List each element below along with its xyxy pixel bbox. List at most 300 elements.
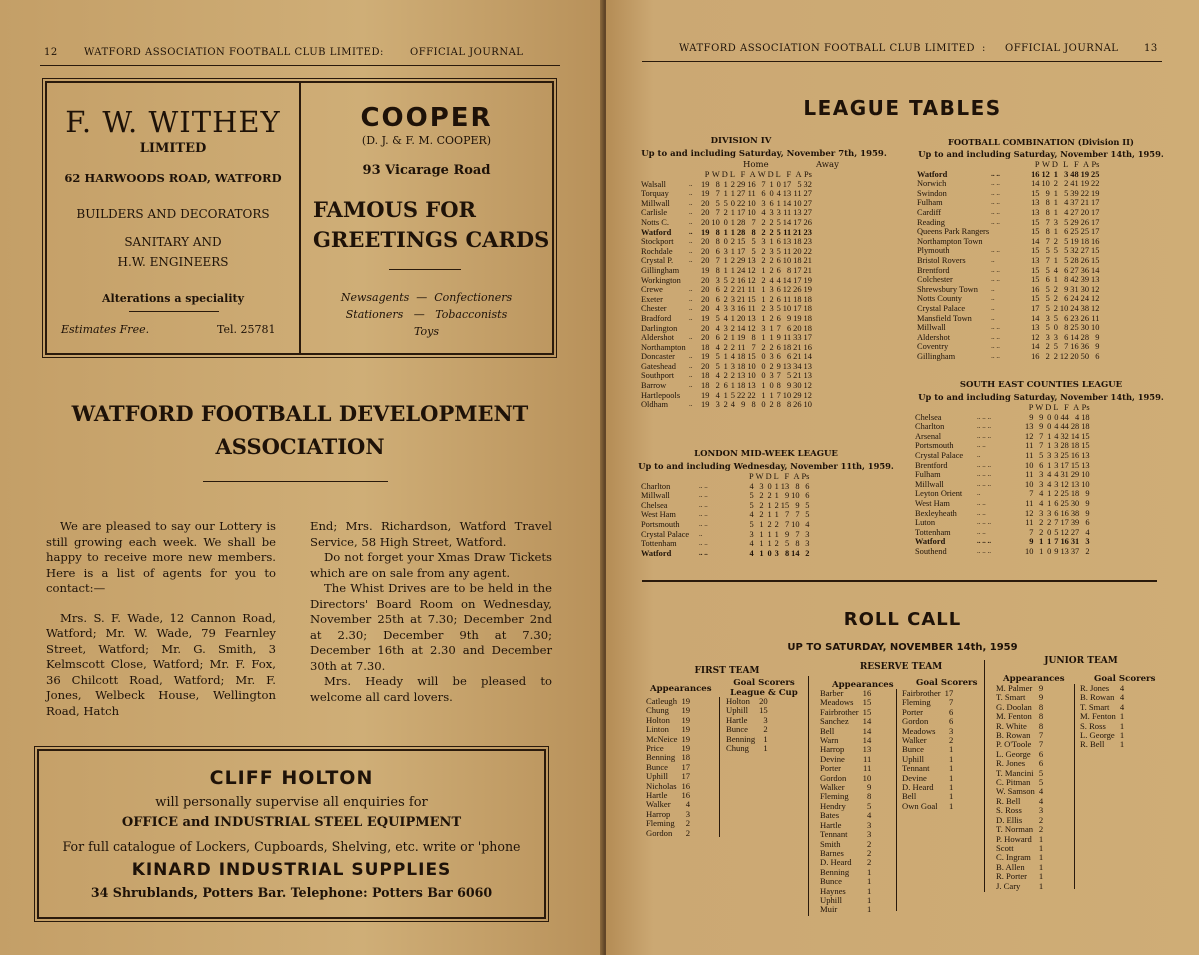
stat-cell: 6 xyxy=(786,352,792,362)
stat-cell: 8 xyxy=(1064,275,1069,285)
player-count: 4 xyxy=(1119,701,1125,712)
player-count: 14 xyxy=(862,735,872,746)
stat-cell: 14 xyxy=(1091,265,1100,275)
first-team-app-head: Appearances xyxy=(650,684,712,694)
stat-cell: 19 xyxy=(1091,188,1100,198)
player-name: Walker xyxy=(902,735,927,746)
stat-cell: 5 xyxy=(1053,342,1058,352)
reserve-team-title: RESERVE TEAM xyxy=(859,662,943,672)
player-name: Benning xyxy=(726,733,756,744)
team-name-cell: Northampton Town xyxy=(917,236,983,246)
stat-cell: 3 xyxy=(769,371,774,381)
table-row xyxy=(640,189,813,199)
player-name: P. O'Toole xyxy=(996,739,1032,750)
first-reserve-divider xyxy=(808,676,809,916)
player-count: 11 xyxy=(862,753,872,764)
player-name: D. Ellis xyxy=(996,814,1023,825)
stat-cell: 13 xyxy=(793,208,802,218)
stat-cell: 6 xyxy=(1095,351,1100,361)
stat-cell: 1 xyxy=(761,313,766,323)
stat-cell: 0 xyxy=(1047,527,1052,537)
player-count: 1 xyxy=(1038,861,1044,872)
stat-cell: 3 xyxy=(761,237,766,247)
team-name-cell: West Ham xyxy=(915,498,950,508)
stat-cell: 12 xyxy=(1031,332,1040,342)
stat-cell: 17 xyxy=(793,265,802,275)
player-name: R. Bell xyxy=(1080,739,1105,750)
stat-cell: 8 xyxy=(1045,207,1050,217)
stat-cell: 21 xyxy=(793,371,802,381)
stat-cell: 12 xyxy=(747,275,756,285)
stat-cell: 14 xyxy=(791,548,800,558)
withey-limited: LIMITED xyxy=(139,141,207,156)
stat-cell: 6 xyxy=(805,491,810,501)
stat-cell: 13 xyxy=(803,361,812,371)
team-name-cell: Gillingham xyxy=(641,265,680,275)
stat-cell: 12 xyxy=(1060,479,1069,489)
stat-cell: 18 xyxy=(803,313,812,323)
stat-cell: 5 xyxy=(715,313,720,323)
player-count: 19 xyxy=(681,714,691,725)
stat-cell: 6 xyxy=(1045,275,1050,285)
player-count: 2 xyxy=(948,735,954,746)
stat-cell: 19 xyxy=(701,352,710,362)
stat-cell: 12 xyxy=(1059,351,1069,361)
stat-cell: 13 xyxy=(736,371,746,381)
stat-cell: 12 xyxy=(1091,303,1100,313)
stat-cell: 19 xyxy=(803,275,812,285)
leader-dots: .. .. .. xyxy=(977,537,991,546)
stat-cell: 8 xyxy=(795,539,800,549)
player-name: M. Palmer xyxy=(996,683,1033,693)
stat-cell: 2 xyxy=(769,361,774,371)
reserve-team-goalscorers xyxy=(900,689,955,811)
stat-cell: 15 xyxy=(1031,227,1040,237)
player-count: 5 xyxy=(866,800,872,811)
list-item xyxy=(994,882,1045,891)
stat-cell: 25 xyxy=(1060,450,1069,460)
stat-cell: 25 xyxy=(1060,489,1069,499)
stat-cell: 4 xyxy=(1047,470,1052,480)
player-name: Gordon xyxy=(902,716,929,727)
stat-cell: 2 xyxy=(723,333,728,343)
player-name: Benning xyxy=(820,866,850,877)
stat-cell: 6 xyxy=(761,189,766,199)
player-count: 6 xyxy=(948,716,954,727)
player-name: Meadows xyxy=(902,725,936,736)
leader-dots: .. xyxy=(689,361,693,370)
stat-cell: 18 xyxy=(1070,441,1080,451)
player-count: 4 xyxy=(1038,795,1044,806)
stat-cell: 4 xyxy=(769,275,774,285)
stat-cell: 2 xyxy=(1045,351,1050,361)
div4-col-header: A xyxy=(749,170,756,179)
stat-cell: 1 xyxy=(1047,537,1052,547)
stat-cell: 23 xyxy=(803,227,812,237)
stat-cell: 16 xyxy=(736,304,746,314)
leader-dots: .. .. xyxy=(991,217,1000,226)
stat-cell: 14 xyxy=(1031,313,1040,323)
stat-cell: 7 xyxy=(784,510,790,520)
stat-cell: 15 xyxy=(1091,246,1100,256)
table-row xyxy=(916,227,1100,237)
stat-cell: 7 xyxy=(715,189,720,199)
div4-col-header: P xyxy=(704,170,710,179)
player-name: Walker xyxy=(646,799,671,810)
team-name-cell: Coventry xyxy=(917,342,949,352)
player-name: Bunce xyxy=(820,876,842,887)
stat-cell: 15 xyxy=(747,294,756,304)
stat-cell: 26 xyxy=(793,400,802,410)
stat-cell: 8 xyxy=(751,400,756,410)
stat-cell: 9 xyxy=(784,529,790,539)
player-name: W. Samson xyxy=(996,786,1035,797)
holton-line3: For full catalogue of Lockers, Cupboards, Shelving, etc. write or 'phone xyxy=(62,839,521,854)
stat-cell: 9 xyxy=(1095,342,1100,352)
first-team-divider xyxy=(719,697,720,837)
player-count: 8 xyxy=(866,791,872,802)
player-count: 10 xyxy=(862,772,872,783)
junior-team-apps-wrap xyxy=(994,684,1045,891)
player-count: 1 xyxy=(1119,720,1125,731)
midweek-header-blank xyxy=(640,472,748,482)
stat-cell: 3 xyxy=(774,548,779,558)
team-name-cell: Fulham xyxy=(915,470,941,480)
stat-cell: 2 xyxy=(769,313,774,323)
div4-col-header: W xyxy=(757,170,766,179)
player-count: 2 xyxy=(763,724,768,735)
stat-cell: 17 xyxy=(803,333,812,343)
stat-cell: 17 xyxy=(1091,198,1100,208)
team-name-cell: Crystal Palace xyxy=(917,303,966,313)
midweek-title: LONDON MID-WEEK LEAGUE xyxy=(694,449,838,459)
player-count: 16 xyxy=(681,790,691,801)
player-name: T. Smart xyxy=(1080,701,1110,712)
stat-cell: 17 xyxy=(1060,518,1069,528)
team-name-cell: Luton xyxy=(915,518,936,528)
stat-cell: 4 xyxy=(776,275,781,285)
player-name: Nicholas xyxy=(646,780,677,791)
player-count: 20 xyxy=(759,696,768,706)
stat-cell: 11 xyxy=(747,189,756,199)
stat-cell: 13 xyxy=(1081,460,1090,470)
stat-cell: 5 xyxy=(776,304,781,314)
table-row xyxy=(916,352,1100,362)
stat-cell: 1 xyxy=(761,381,766,391)
stat-cell: 18 xyxy=(1070,489,1080,499)
stat-cell: 8 xyxy=(786,265,792,275)
stat-cell: 0 xyxy=(1047,546,1052,556)
stat-cell: 27 xyxy=(1070,527,1080,537)
leader-dots: .. .. xyxy=(977,498,986,507)
secl-table-wrap xyxy=(914,403,1091,557)
association-column-2 xyxy=(310,519,552,705)
reserve-junior-divider xyxy=(984,660,985,892)
stat-cell: 25 xyxy=(1091,169,1100,179)
stat-cell: 10 xyxy=(793,198,802,208)
stat-cell: 9 xyxy=(1029,537,1034,547)
stat-cell: 1 xyxy=(767,539,772,549)
stat-cell: 6 xyxy=(776,294,781,304)
player-count: 2 xyxy=(1038,814,1044,825)
stat-cell: 19 xyxy=(1080,169,1090,179)
stat-cell: 1 xyxy=(767,510,772,520)
player-name: Devine xyxy=(902,772,927,783)
stat-cell: 6 xyxy=(776,352,781,362)
stat-cell: 4 xyxy=(1085,527,1090,537)
stat-cell: 27 xyxy=(1070,207,1079,217)
stat-cell: 13 xyxy=(1060,546,1069,556)
stat-cell: 11 xyxy=(783,227,792,237)
stat-cell: 15 xyxy=(1031,246,1040,256)
player-count: 4 xyxy=(1119,683,1125,693)
stat-cell: 9 xyxy=(1039,412,1044,422)
team-name-cell: Millwall xyxy=(641,491,670,501)
stat-cell: 10 xyxy=(747,208,756,218)
stat-cell: 23 xyxy=(803,237,812,247)
stat-cell: 0 xyxy=(769,381,774,391)
stat-cell: 7 xyxy=(776,390,781,400)
leader-dots: .. .. .. xyxy=(977,518,991,527)
table-row xyxy=(640,482,810,492)
stat-cell: 18 xyxy=(803,323,812,333)
stat-cell: 6 xyxy=(776,265,781,275)
stat-cell: 12 xyxy=(747,323,756,333)
player-name: Uphill xyxy=(646,771,668,782)
player-count: 1 xyxy=(763,743,768,754)
leader-dots: .. .. xyxy=(699,500,708,509)
stat-cell: 9 xyxy=(1045,188,1050,198)
stat-cell: 12 xyxy=(1025,508,1034,518)
stat-cell: 3 xyxy=(769,208,774,218)
stat-cell: 5 xyxy=(1064,246,1069,256)
team-name-cell: Chelsea xyxy=(641,500,668,510)
stat-cell: 2 xyxy=(730,179,735,189)
stat-cell: 2 xyxy=(805,548,810,558)
div4-title: DIVISION IV xyxy=(710,136,772,146)
table-row xyxy=(640,285,813,295)
stat-cell: 1 xyxy=(1047,489,1052,499)
stat-cell: 1 xyxy=(1053,255,1058,265)
stat-cell: 11 xyxy=(783,208,792,218)
secl-col-header: W xyxy=(1035,403,1044,412)
stat-cell: 1 xyxy=(723,390,728,400)
stat-cell: 6 xyxy=(1064,294,1069,304)
midweek-col-header: P xyxy=(749,472,754,481)
table-row xyxy=(914,518,1091,528)
stat-cell: 3 xyxy=(761,323,766,333)
stat-cell: 4 xyxy=(1054,422,1059,432)
player-name: Meadows xyxy=(820,697,854,708)
player-name: Holton xyxy=(646,714,670,725)
stat-cell: 5 xyxy=(1064,188,1069,198)
stat-cell: 28 xyxy=(1080,332,1090,342)
leader-dots xyxy=(688,324,700,334)
stat-cell: 6 xyxy=(1064,227,1069,237)
stat-cell: 8 xyxy=(784,548,790,558)
leader-dots: .. .. .. xyxy=(977,470,991,479)
stat-cell: 5 xyxy=(1045,284,1050,294)
team-name-cell: Chester xyxy=(641,304,667,314)
div4-header-row xyxy=(640,170,813,180)
stat-cell: 2 xyxy=(761,227,766,237)
player-count: 3 xyxy=(1038,805,1044,816)
stat-cell: 5 xyxy=(805,500,810,510)
player-count: 13 xyxy=(862,744,872,755)
team-name-cell: Mansfield Town xyxy=(917,313,972,323)
stat-cell: 3 xyxy=(759,481,764,491)
right-page xyxy=(606,0,1199,955)
table-row xyxy=(640,324,813,334)
player-name: Haynes xyxy=(820,885,846,896)
table-row xyxy=(640,314,813,324)
player-count: 1 xyxy=(866,904,872,915)
stat-cell: 38 xyxy=(1070,508,1080,518)
stat-cell: 4 xyxy=(730,400,735,410)
player-count: 2 xyxy=(685,827,691,838)
leader-dots: .. .. .. xyxy=(977,479,991,488)
stat-cell: 30 xyxy=(793,381,802,391)
stat-cell: 15 xyxy=(1091,255,1100,265)
stat-cell: 21 xyxy=(793,352,802,362)
player-count: 7 xyxy=(1038,739,1044,750)
player-name: L. George xyxy=(1080,730,1115,741)
player-count: 7 xyxy=(1038,730,1044,741)
stat-cell: 1 xyxy=(776,198,781,208)
stat-cell: 19 xyxy=(701,390,710,400)
holton-line1: will personally supervise all enquiries for xyxy=(155,795,428,810)
stat-cell: 1 xyxy=(774,529,779,539)
stat-cell: 1 xyxy=(759,548,764,558)
withey-estimates: Estimates Free. xyxy=(61,323,150,336)
stat-cell: 16 xyxy=(747,179,756,189)
stat-cell: 6 xyxy=(1054,498,1059,508)
team-name-cell: Stockport xyxy=(641,237,674,247)
player-count: 1 xyxy=(866,876,872,887)
stat-cell: 2 xyxy=(730,323,735,333)
stat-cell: 20 xyxy=(701,285,710,295)
stat-cell: 5 xyxy=(1039,450,1044,460)
stat-cell: 1 xyxy=(730,381,735,391)
player-name: Sanchez xyxy=(820,716,849,727)
player-name: Uphill xyxy=(902,753,924,764)
stat-cell: 29 xyxy=(736,256,746,266)
leader-dots: .. .. xyxy=(991,198,1000,207)
player-name: Muir xyxy=(820,904,838,915)
stat-cell: 10 xyxy=(1025,546,1034,556)
stat-cell: 1 xyxy=(761,333,766,343)
player-count: 1 xyxy=(1038,880,1044,891)
player-count: 3 xyxy=(866,819,872,830)
player-count: 6 xyxy=(948,706,954,717)
stat-cell: 31 xyxy=(1070,537,1080,547)
stat-cell: 5 xyxy=(1053,313,1058,323)
player-name: Hartle xyxy=(646,790,668,801)
stat-cell: 6 xyxy=(1054,508,1059,518)
div4-col-header: Ps xyxy=(803,170,812,179)
stat-cell: 4 xyxy=(749,548,754,558)
stat-cell: 3 xyxy=(805,529,810,539)
stat-cell: 2 xyxy=(769,400,774,410)
stat-cell: 1 xyxy=(769,323,774,333)
stat-cell: 10 xyxy=(747,371,756,381)
team-name-cell: Gillingham xyxy=(917,351,956,361)
leader-dots: .. .. xyxy=(991,179,1000,188)
stat-cell: 20 xyxy=(793,323,802,333)
team-name-cell: Tottenham xyxy=(915,527,951,537)
stat-cell: 39 xyxy=(1070,518,1080,528)
stat-cell: 44 xyxy=(1060,422,1069,432)
player-name: Bunce xyxy=(646,761,668,772)
league-tables-title: LEAGUE TABLES xyxy=(803,96,1002,120)
player-name: S. Ross xyxy=(996,805,1022,816)
stat-cell: 5 xyxy=(1045,265,1050,275)
stat-cell: 14 xyxy=(1070,332,1079,342)
stat-cell: 39 xyxy=(1070,188,1079,198)
team-name-cell: Leyton Orient xyxy=(915,489,963,499)
stat-cell: 5 xyxy=(715,352,720,362)
team-name-cell: Oldham xyxy=(641,400,668,410)
team-name-cell: Aldershot xyxy=(917,332,951,342)
stat-cell: 24 xyxy=(1070,294,1079,304)
leader-dots: .. .. xyxy=(991,207,1000,216)
player-count: 9 xyxy=(1038,683,1044,693)
leader-dots: .. xyxy=(689,285,693,294)
stat-cell: 9 xyxy=(1095,332,1100,342)
stat-cell: 9 xyxy=(776,333,781,343)
stat-cell: 0 xyxy=(767,481,772,491)
stat-cell: 20 xyxy=(701,198,710,208)
stat-cell: 9 xyxy=(1039,422,1044,432)
player-name: Linton xyxy=(646,724,669,735)
player-count: 8 xyxy=(1038,720,1044,731)
association-col1-para1: We are pleased to say our Lottery is still growing each week. We shall be happy to receive more new members. Here is a list of agents for you to contact:— xyxy=(46,519,276,595)
div4-home-label: Home xyxy=(743,160,769,170)
table-row xyxy=(916,198,1100,208)
junior-team-app-head: Appearances xyxy=(1003,674,1065,684)
stat-cell: 13 xyxy=(747,381,756,391)
leader-dots: .. .. xyxy=(991,265,1000,274)
player-count: 1 xyxy=(1038,852,1044,863)
left-journal: OFFICIAL JOURNAL xyxy=(410,47,524,58)
stat-cell: 28 xyxy=(1070,255,1079,265)
stat-cell: 9 xyxy=(1029,412,1034,422)
stat-cell: 5 xyxy=(786,371,792,381)
leader-dots: .. xyxy=(689,400,693,409)
stat-cell: 7 xyxy=(1054,518,1059,528)
stat-cell: 2 xyxy=(1039,527,1044,537)
stat-cell: 2 xyxy=(1053,303,1058,313)
stat-cell: 39 xyxy=(1080,275,1090,285)
table-row xyxy=(914,547,1091,557)
midweek-col-header: Ps xyxy=(801,472,810,481)
stat-cell: 3 xyxy=(730,304,735,314)
player-count: 1 xyxy=(866,894,872,905)
junior-team-divider xyxy=(1074,684,1075,889)
stat-cell: 7 xyxy=(751,217,756,227)
stat-cell: 22 xyxy=(747,390,756,400)
div4-col-header: D xyxy=(767,170,774,179)
table-row xyxy=(914,441,1091,451)
withey-alterations: Alterations a speciality xyxy=(101,292,244,305)
stat-cell: 41 xyxy=(1070,179,1079,189)
roll-call-title: ROLL CALL xyxy=(843,609,962,630)
stat-cell: 2 xyxy=(1045,342,1050,352)
stat-cell: 13 xyxy=(1031,323,1040,333)
list-item xyxy=(724,744,770,753)
stat-cell: 10 xyxy=(747,361,756,371)
stat-cell: 2 xyxy=(769,217,774,227)
